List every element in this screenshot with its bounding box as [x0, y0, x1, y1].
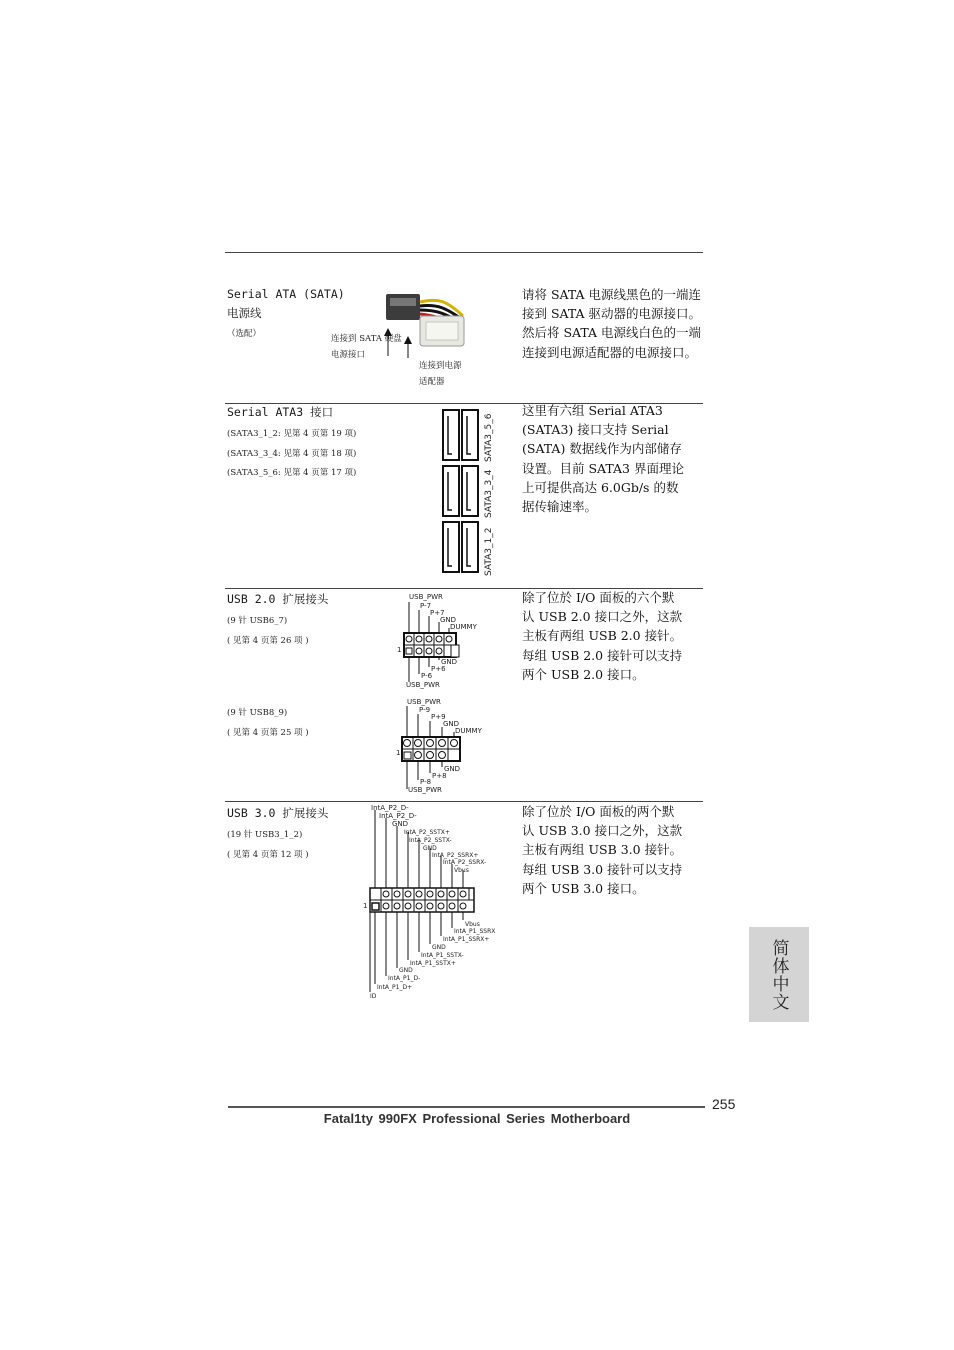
svg-text:IntA_P2_SSTX-: IntA_P2_SSTX-	[409, 837, 452, 844]
usb2-description: 除了位於 I/O 面板的六个默 认 USB 2.0 接口之外，这款 主板有两组 USB 2.0 接针。 每组 USB 2.0 接针可以支持 两个 USB 2.0 接口。	[522, 590, 683, 682]
sata-power-subtitle: 电源线	[227, 306, 262, 320]
svg-text:IntA_P1_D+: IntA_P1_D+	[377, 984, 413, 991]
svg-text:USB_PWR: USB_PWR	[407, 698, 441, 706]
label-sata3-3-4: SATA3_3_4	[484, 469, 494, 518]
label-sata3-1-2: SATA3_1_2	[484, 527, 494, 576]
svg-text:GND: GND	[440, 616, 457, 624]
svg-text:P+7: P+7	[430, 609, 445, 617]
sata-power-description: 请将 SATA 电源线黑色的一端连 接到 SATA 驱动器的电源接口。 然后将 SATA 电源线白色的一端 连接到电源适配器的电源接口。	[522, 287, 702, 360]
svg-text:IntA_P2_D-: IntA_P2_D-	[379, 812, 417, 820]
svg-text:IntA_P2_D-: IntA_P2_D-	[371, 804, 409, 812]
sata-power-title: Serial ATA (SATA)	[227, 287, 345, 301]
svg-text:USB_PWR: USB_PWR	[406, 681, 440, 689]
svg-text:USB_PWR: USB_PWR	[409, 593, 443, 601]
usb3-ref: (19 针 USB3_1_2) ( 见第 4 页第 12 项 )	[227, 830, 309, 860]
usb2-ref-1: (9 针 USB6_7) ( 见第 4 页第 26 项 )	[227, 616, 309, 646]
svg-text:GND: GND	[441, 658, 458, 666]
sata-power-optional: （选配）	[227, 329, 262, 339]
svg-text:DUMMY: DUMMY	[455, 727, 482, 735]
svg-text:Vbus: Vbus	[454, 867, 469, 874]
svg-text:GND: GND	[444, 765, 461, 773]
sata3-title: Serial ATA3 接口	[227, 405, 334, 419]
footer-title: Fatal1ty 990FX Professional Series Motherboard	[323, 1111, 631, 1126]
svg-text:GND: GND	[443, 720, 460, 728]
usb3-title: USB 3.0 扩展接头	[227, 806, 329, 820]
svg-text:IntA_P2_SSRX-: IntA_P2_SSRX-	[443, 859, 487, 866]
sata3-connectors-diagram	[440, 406, 500, 578]
usb2-header-diagram-2	[395, 697, 505, 797]
svg-text:GND: GND	[392, 820, 409, 828]
svg-text:P+9: P+9	[431, 713, 446, 721]
sata3-description: 这里有六组 Serial ATA3 (SATA3) 接口支持 Serial (SATA) 数据线作为内部储存 设置。目前 SATA3 界面理论 上可提供高达 6.0Gb/s 的数 据传输速率。	[522, 403, 684, 515]
header-rule	[225, 252, 703, 253]
svg-text:USB_PWR: USB_PWR	[408, 786, 442, 794]
svg-text:IntA_P2_SSTX+: IntA_P2_SSTX+	[404, 829, 450, 836]
svg-text:IntA_P1_SSRX: IntA_P1_SSRX	[454, 928, 496, 935]
usb2-title: USB 2.0 扩展接头	[227, 592, 329, 606]
usb2-ref-2: (9 针 USB8_9) ( 见第 4 页第 25 项 )	[227, 708, 309, 738]
svg-text:1: 1	[396, 749, 401, 757]
usb3-header-diagram	[362, 802, 512, 1002]
footer-rule	[228, 1106, 705, 1108]
svg-text:IntA_P1_SSTX-: IntA_P1_SSTX-	[421, 952, 464, 959]
svg-text:1: 1	[363, 902, 368, 910]
label-sata3-5-6: SATA3_5_6	[484, 413, 494, 462]
svg-text:P-8: P-8	[420, 778, 432, 786]
svg-text:GND: GND	[423, 845, 437, 852]
callout-sata-connector: 连接到 SATA 硬盘 电源接口	[331, 334, 402, 360]
usb2-header-diagram-1	[395, 592, 505, 692]
svg-text:P-7: P-7	[420, 602, 432, 610]
svg-text:DUMMY: DUMMY	[450, 623, 477, 631]
sata3-refs: (SATA3_1_2: 见第 4 页第 19 项) (SATA3_3_4: 见第 4 页第 18 项) (SATA3_5_6: 见第 4 页第 17 项)	[227, 429, 357, 478]
svg-text:IntA_P1_D-: IntA_P1_D-	[388, 975, 421, 982]
svg-text:IntA_P1_SSRX+: IntA_P1_SSRX+	[443, 936, 490, 943]
callout-power-adapter: 连接到电源 适配器	[419, 361, 462, 387]
svg-text:P+6: P+6	[431, 665, 446, 673]
svg-text:P-6: P-6	[421, 672, 433, 680]
usb3-description: 除了位於 I/O 面板的两个默 认 USB 3.0 接口之外，这款 主板有两组 USB 3.0 接针。 每组 USB 3.0 接针可以支持 两个 USB 3.0 接口。	[522, 804, 683, 896]
svg-text:P-9: P-9	[419, 706, 431, 714]
language-side-tab	[749, 927, 809, 1022]
svg-text:P+8: P+8	[432, 772, 447, 780]
svg-text:Vbus: Vbus	[465, 921, 480, 928]
svg-text:1: 1	[397, 646, 402, 654]
svg-text:IntA_P1_SSTX+: IntA_P1_SSTX+	[410, 960, 456, 967]
side-tab-label: 简体中文	[768, 938, 789, 1011]
svg-text:GND: GND	[432, 944, 446, 951]
page-number: 255	[712, 1096, 736, 1112]
svg-text:IntA_P2_SSRX+: IntA_P2_SSRX+	[432, 852, 479, 859]
svg-text:GND: GND	[399, 967, 413, 974]
svg-text:ID: ID	[370, 993, 377, 1000]
